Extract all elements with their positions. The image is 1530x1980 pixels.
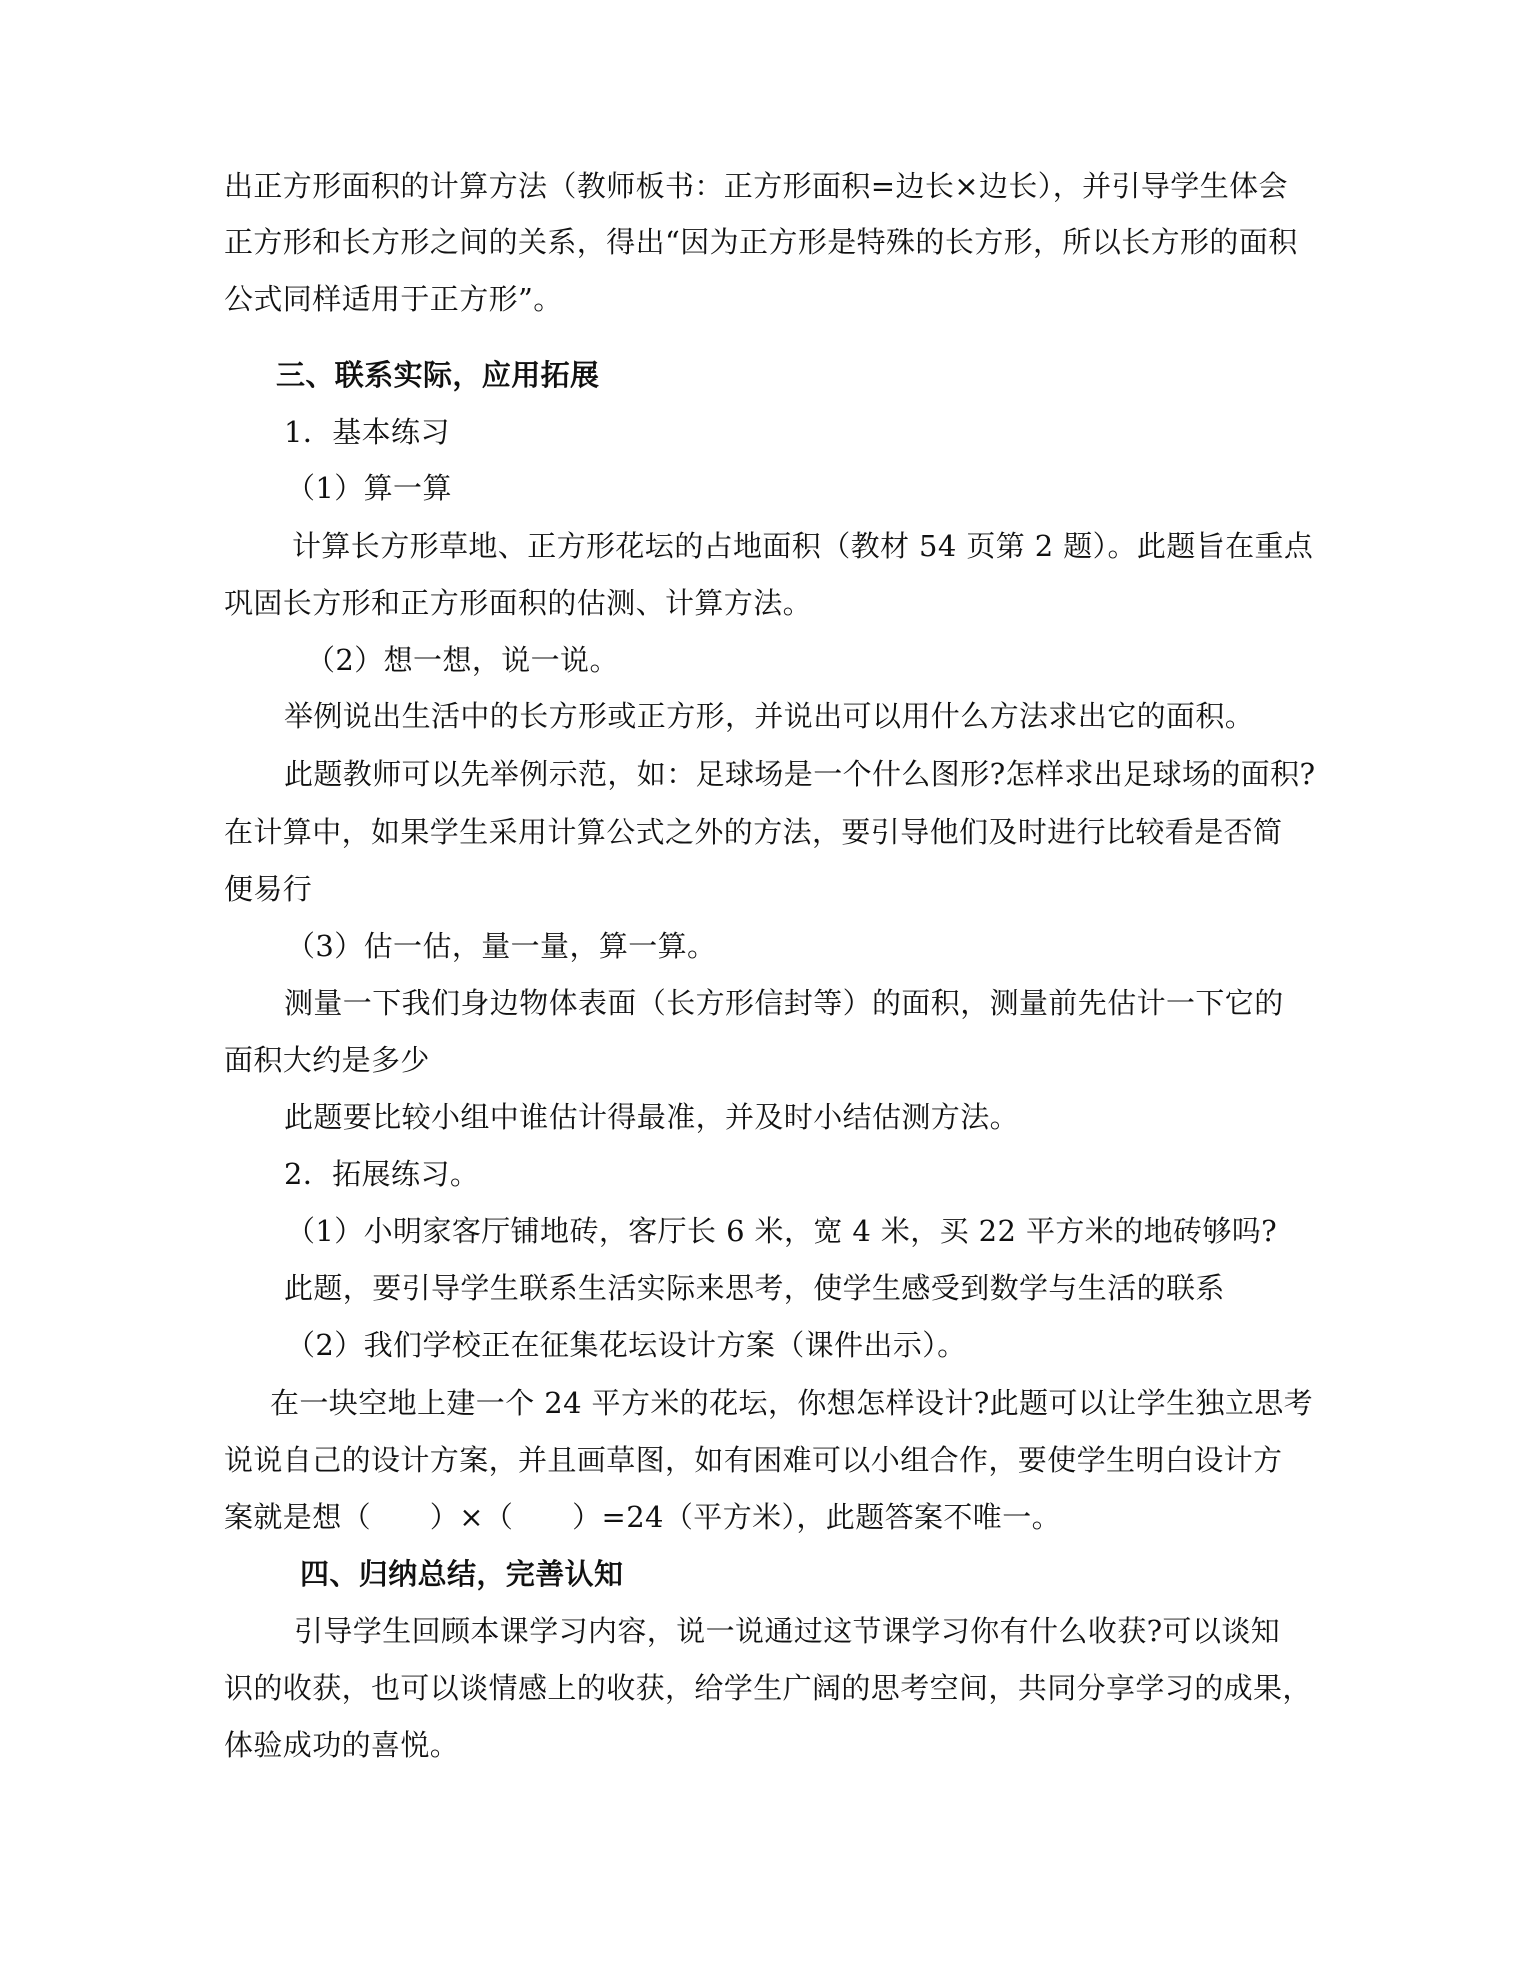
paragraph-line: 案就是想（ ）×（ ）=24（平方米），此题答案不唯一。 [224, 1500, 1061, 1534]
paragraph-line: 此题教师可以先举例示范，如：足球场是一个什么图形?怎样求出足球场的面积? [284, 757, 1316, 791]
exercise-label: （2）我们学校正在征集花坛设计方案（课件出示）。 [286, 1328, 967, 1362]
paragraph-line: 引导学生回顾本课学习内容，说一说通过这节课学习你有什么收获?可以谈知 [294, 1614, 1281, 1648]
paragraph-line: 识的收获，也可以谈情感上的收获，给学生广阔的思考空间，共同分享学习的成果， [224, 1671, 1312, 1705]
paragraph-line: 此题，要引导学生联系生活实际来思考，使学生感受到数学与生活的联系 [284, 1271, 1225, 1305]
paragraph-line: 此题要比较小组中谁估计得最准，并及时小结估测方法。 [284, 1100, 1020, 1134]
paragraph-line: 说说自己的设计方案，并且画草图，如有困难可以小组合作，要使学生明白设计方 [224, 1443, 1283, 1477]
paragraph-line: 面积大约是多少 [224, 1043, 430, 1077]
section-heading-4: 四、归纳总结，完善认知 [300, 1557, 624, 1591]
paragraph-line: 便易行 [224, 872, 313, 906]
paragraph-line: 测量一下我们身边物体表面（长方形信封等）的面积，测量前先估计一下它的 [284, 986, 1284, 1020]
section-heading-3: 三、联系实际，应用拓展 [276, 358, 600, 392]
exercise-label: （2）想一想，说一说。 [306, 643, 619, 677]
paragraph-line: 公式同样适用于正方形”。 [224, 282, 563, 316]
paragraph-line: 体验成功的喜悦。 [224, 1728, 460, 1762]
subsection-heading: 2．拓展练习。 [284, 1157, 480, 1191]
paragraph-line: 出正方形面积的计算方法（教师板书：正方形面积=边长×边长），并引导学生体会 [224, 169, 1288, 203]
paragraph-line: 巩固长方形和正方形面积的估测、计算方法。 [224, 586, 813, 620]
exercise-label: （1）算一算 [286, 471, 452, 505]
paragraph-line: 在计算中，如果学生采用计算公式之外的方法，要引导他们及时进行比较看是否简 [224, 815, 1283, 849]
paragraph-line: 举例说出生活中的长方形或正方形，并说出可以用什么方法求出它的面积。 [284, 699, 1255, 733]
subsection-heading: 1．基本练习 [284, 415, 450, 449]
paragraph-line: 正方形和长方形之间的关系，得出“因为正方形是特殊的长方形，所以长方形的面积 [224, 225, 1298, 259]
exercise-label: （3）估一估，量一量，算一算。 [286, 929, 717, 963]
paragraph-line: 计算长方形草地、正方形花坛的占地面积（教材 54 页第 2 题）。此题旨在重点 [292, 529, 1314, 563]
paragraph-line: 在一块空地上建一个 24 平方米的花坛，你想怎样设计?此题可以让学生独立思考 [270, 1386, 1314, 1420]
exercise-label: （1）小明家客厅铺地砖，客厅长 6 米，宽 4 米，买 22 平方米的地砖够吗? [286, 1214, 1278, 1248]
